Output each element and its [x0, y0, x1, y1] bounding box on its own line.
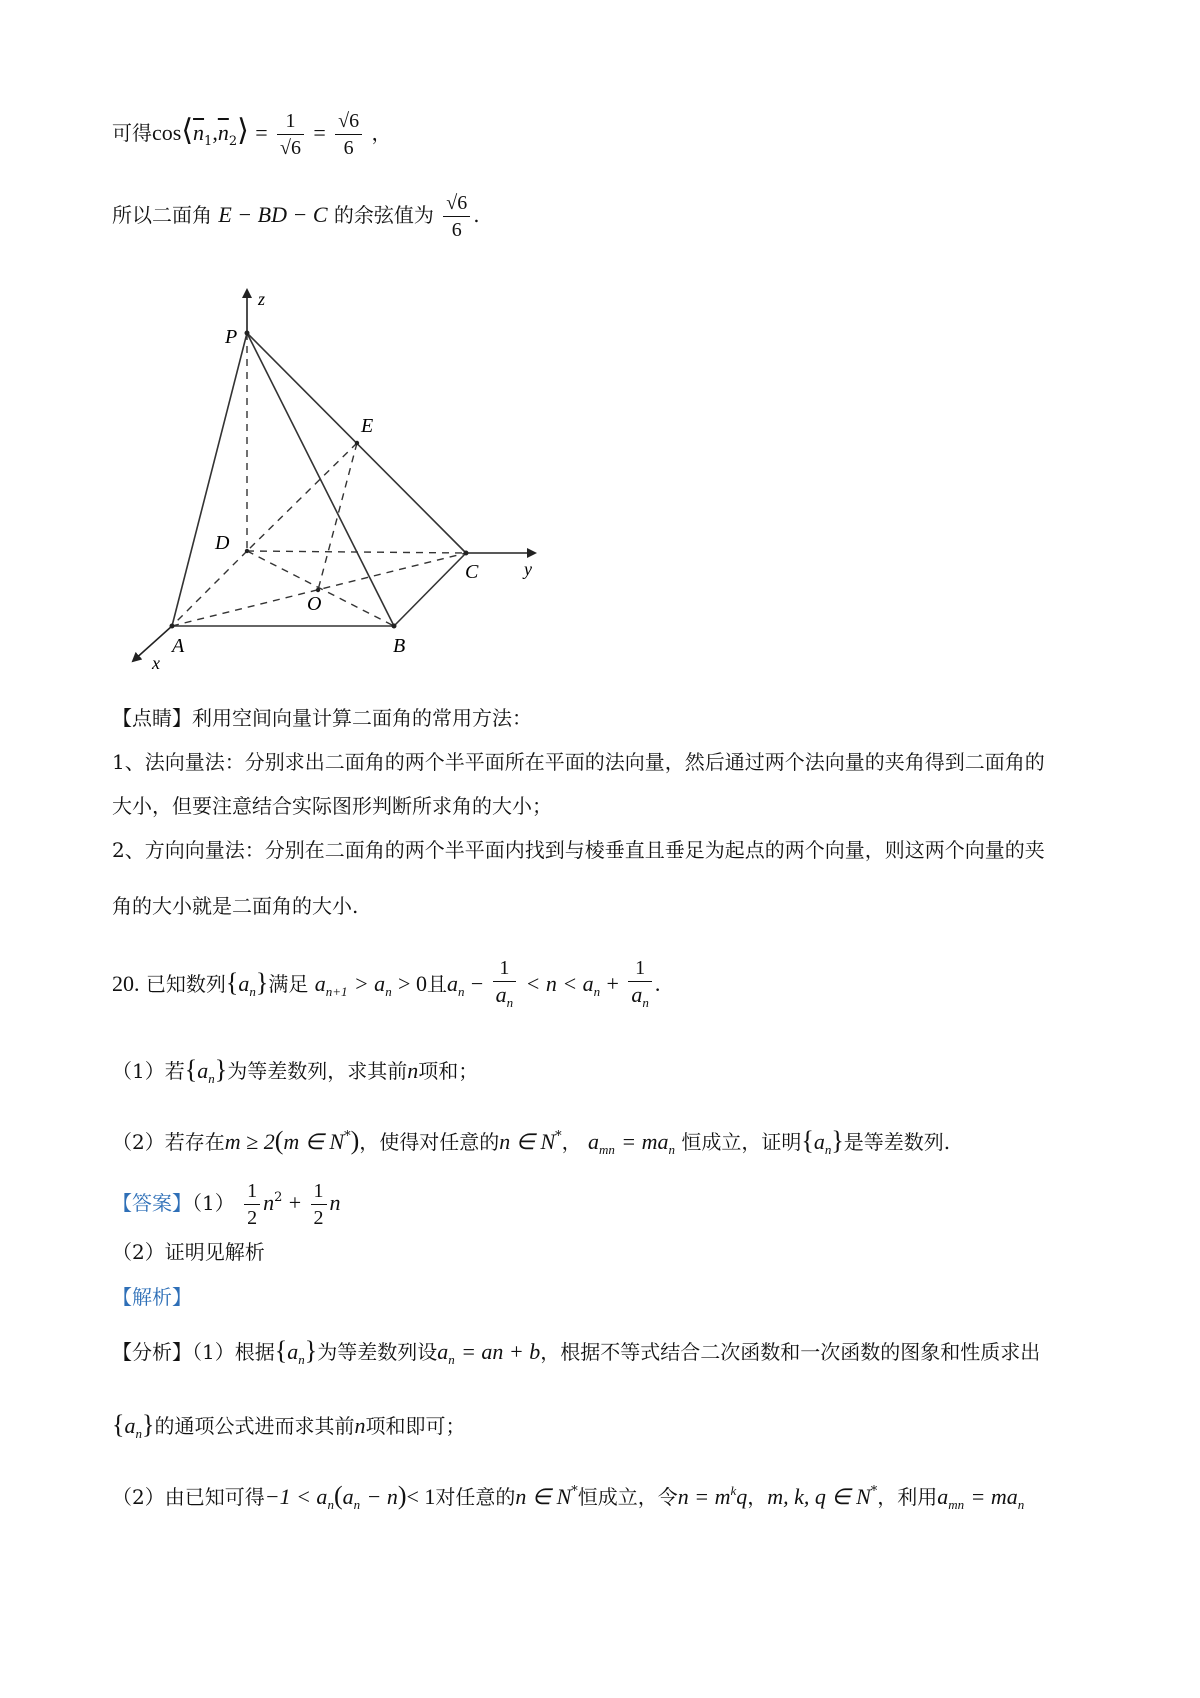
- a-symbol: a: [314, 971, 326, 996]
- ineq: > a: [353, 971, 386, 996]
- plus: +: [288, 1190, 302, 1215]
- sub-2: 2: [228, 134, 238, 149]
- sub-1: 1: [204, 134, 213, 149]
- equals-sign: =: [255, 120, 268, 145]
- set-member: n ∈ N: [515, 1484, 572, 1509]
- label-z: z: [258, 289, 266, 309]
- text: 已知数列: [145, 972, 226, 996]
- text: ，: [747, 1485, 768, 1509]
- n-symbol: n: [329, 1190, 341, 1215]
- frac-num: 1: [493, 955, 517, 982]
- fraction-half: [311, 1178, 327, 1231]
- label-x: x: [152, 653, 160, 673]
- text: 为等差数列设: [317, 1340, 438, 1364]
- period: .: [654, 971, 661, 996]
- text-prefix: 所以二面角: [112, 203, 212, 227]
- fraction-1-over-an: $\frac{1}{a_n}$: [493, 955, 517, 1016]
- frac-num: √6: [443, 190, 470, 217]
- a-symbol: a: [124, 1413, 136, 1438]
- dihedral-expr: E − BD − C: [218, 202, 328, 227]
- answer-part2: （2）证明见解析: [112, 1240, 265, 1264]
- cos-text: cos: [152, 120, 182, 145]
- label-B: B: [393, 635, 406, 657]
- vector-n1: $\overline{n}$: [193, 120, 205, 145]
- equals-sign: =: [313, 120, 326, 145]
- fenxi-label: 【分析】: [112, 1340, 192, 1364]
- ineq: < 1: [406, 1484, 436, 1509]
- frac-num: √6: [335, 108, 362, 135]
- ineq: > 0: [398, 971, 427, 996]
- equation: n = m: [677, 1484, 731, 1509]
- a-symbol: a: [197, 1058, 209, 1083]
- note-title: 【点睛】利用空间向量计算二面角的常用方法：: [112, 706, 532, 730]
- question-20-stem: 20. 已知数列$\{a_n\}$满足 $a_{n+1} > a_n > 0$且$a_n$ − $\frac{1}{a_n}$ < $n < a_n$ + $\frac{1}{a_n}$ .: [112, 955, 660, 1016]
- a-symbol: a: [238, 971, 250, 996]
- vector-n2: $\overline{n}$: [217, 120, 229, 145]
- exponent: k: [730, 1483, 737, 1498]
- ineq: − n: [366, 1484, 398, 1509]
- text: ，: [561, 1130, 582, 1154]
- note-block: [112, 698, 1102, 926]
- note-item1-line2: 大小，但要注意结合实际图形判断所求角的大小；: [112, 794, 552, 818]
- frac-den: 2: [313, 1207, 324, 1229]
- angle-bracket-left: ⟨: [181, 114, 194, 147]
- equation: = ma: [621, 1129, 669, 1154]
- fraction-root6-over-6: [443, 190, 470, 243]
- answer-label: 【答案】: [112, 1191, 192, 1215]
- n-symbol: n: [407, 1058, 419, 1083]
- n-symbol: n: [354, 1413, 366, 1438]
- text: 对任意的: [435, 1485, 516, 1509]
- frac-num: 1: [628, 955, 652, 982]
- label-O: O: [307, 593, 322, 615]
- label-P: P: [225, 326, 238, 348]
- fraction-root6-over-6: [335, 108, 362, 161]
- a-symbol: a: [937, 1484, 949, 1509]
- text-prefix: 可得: [112, 121, 152, 145]
- text-mid: 的余弦值为: [333, 203, 434, 227]
- set-member: m ∈ N: [283, 1129, 345, 1154]
- frac-den: 6: [451, 219, 462, 241]
- frac-num: 1: [244, 1178, 260, 1205]
- cosine-formula-line: 可得$\cos⟨\overline{n}_1,\overline{n}_2⟩$ = $\frac{1}{√6}$ = $\frac{√6}{6}$ ，: [112, 110, 392, 159]
- text: 项和即可；: [365, 1414, 466, 1438]
- a-symbol: a: [437, 1339, 449, 1364]
- a-symbol: a: [446, 971, 458, 996]
- frac-den: a: [631, 982, 643, 1007]
- note-item1-line1: 1、法向量法：分别求出二面角的两个半平面所在平面的法向量，然后通过两个法向量的夹角得到二面角的: [112, 750, 1045, 774]
- label-C: C: [465, 561, 479, 583]
- note-item2-line1: 2、方向向量法：分别在二面角的两个半平面内找到与棱垂直且垂足为起点的两个向量，则这两个向量的夹: [112, 838, 1045, 862]
- analysis-line1: 【分析】（1）根据$\{a_n\}$为等差数列设$a_n$ = an + b，根据不等式结合二次函数和一次函数的图象和性质求出: [112, 1336, 1041, 1367]
- question-20-part2: （2）若存在m ≥ 2(m ∈ N*)，使得对任意的n ∈ N*， $a_{mn} = ma_n$ 恒成立，证明$\{a_n\}$是等差数列.: [112, 1126, 951, 1157]
- text: 为等差数列，求其前: [227, 1059, 408, 1083]
- minus: −: [470, 971, 484, 996]
- analysis-line2: $\{a_n\}$的通项公式进而求其前n项和即可；: [112, 1410, 466, 1441]
- a-symbol: a: [587, 1129, 599, 1154]
- label-D: D: [215, 532, 230, 554]
- label-A: A: [172, 635, 185, 657]
- text: （1）: [192, 1191, 235, 1215]
- text: 项和；: [418, 1059, 479, 1083]
- set-member: n ∈ N: [499, 1129, 556, 1154]
- text: 且: [426, 972, 447, 996]
- text: （2）由已知可得: [112, 1485, 265, 1509]
- plus: +: [606, 971, 619, 996]
- angle-bracket-right: ⟩: [237, 114, 249, 147]
- question-20-part1: （1）若$\{a_n\}$为等差数列，求其前n项和；: [112, 1055, 479, 1086]
- text: 的通项公式进而求其前: [154, 1414, 355, 1438]
- frac-den: √6: [279, 137, 301, 159]
- text: 恒成立，证明: [681, 1130, 802, 1154]
- equation: = ma: [970, 1484, 1018, 1509]
- fraction-1-over-root6: [277, 108, 304, 161]
- fraction-half: [244, 1178, 260, 1231]
- note-item2-line2: 角的大小就是二面角的大小.: [112, 894, 359, 918]
- text: ，利用: [877, 1485, 938, 1509]
- a-symbol: a: [287, 1339, 299, 1364]
- text: （2）若存在: [112, 1130, 225, 1154]
- frac-den: 6: [343, 137, 354, 159]
- frac-den: 2: [247, 1207, 258, 1229]
- equation: = an + b: [461, 1339, 541, 1364]
- question-number: 20.: [112, 971, 140, 996]
- frac-num: 1: [277, 108, 304, 135]
- exponent: 2: [274, 1190, 283, 1205]
- ineq: m ≥ 2: [224, 1129, 275, 1154]
- frac-num: 1: [311, 1178, 327, 1205]
- comma: ，: [371, 121, 392, 145]
- text: 满足: [268, 972, 309, 996]
- text: ，使得对任意的: [359, 1130, 500, 1154]
- analysis-line3: （2）由已知可得$-1 < a_n(a_n - n)< 1$对任意的n ∈ N*恒成立，令$n = m^kq$，m, k, q ∈ N*，利用$a_{mn} = ma_n$: [112, 1481, 1025, 1512]
- text: 恒成立，令: [577, 1485, 678, 1509]
- answer-line: [112, 1178, 341, 1231]
- text: （1）根据: [192, 1340, 275, 1364]
- set-member: m, k, q ∈ N: [767, 1484, 871, 1509]
- a-symbol: a: [813, 1129, 825, 1154]
- text: （1）若: [112, 1059, 185, 1083]
- text: 是等差数列.: [843, 1130, 951, 1154]
- q-symbol: q: [736, 1484, 748, 1509]
- text: ，根据不等式结合二次函数和一次函数的图象和性质求出: [540, 1340, 1041, 1364]
- pyramid-figure: [120, 260, 560, 680]
- ineq: −1 < a: [264, 1484, 328, 1509]
- hidden-edges: [172, 333, 466, 626]
- label-E: E: [361, 415, 374, 437]
- frac-den: a: [495, 982, 507, 1007]
- fraction-1-over-an: $\frac{1}{a_n}$: [628, 955, 652, 1016]
- analysis-label: 【解析】: [112, 1285, 192, 1309]
- ineq: < n < a: [525, 971, 594, 996]
- dihedral-cosine-line: [112, 190, 480, 243]
- a-symbol: a: [342, 1484, 354, 1509]
- n-symbol: n: [263, 1190, 275, 1215]
- label-y: y: [524, 559, 532, 579]
- period: .: [473, 203, 480, 227]
